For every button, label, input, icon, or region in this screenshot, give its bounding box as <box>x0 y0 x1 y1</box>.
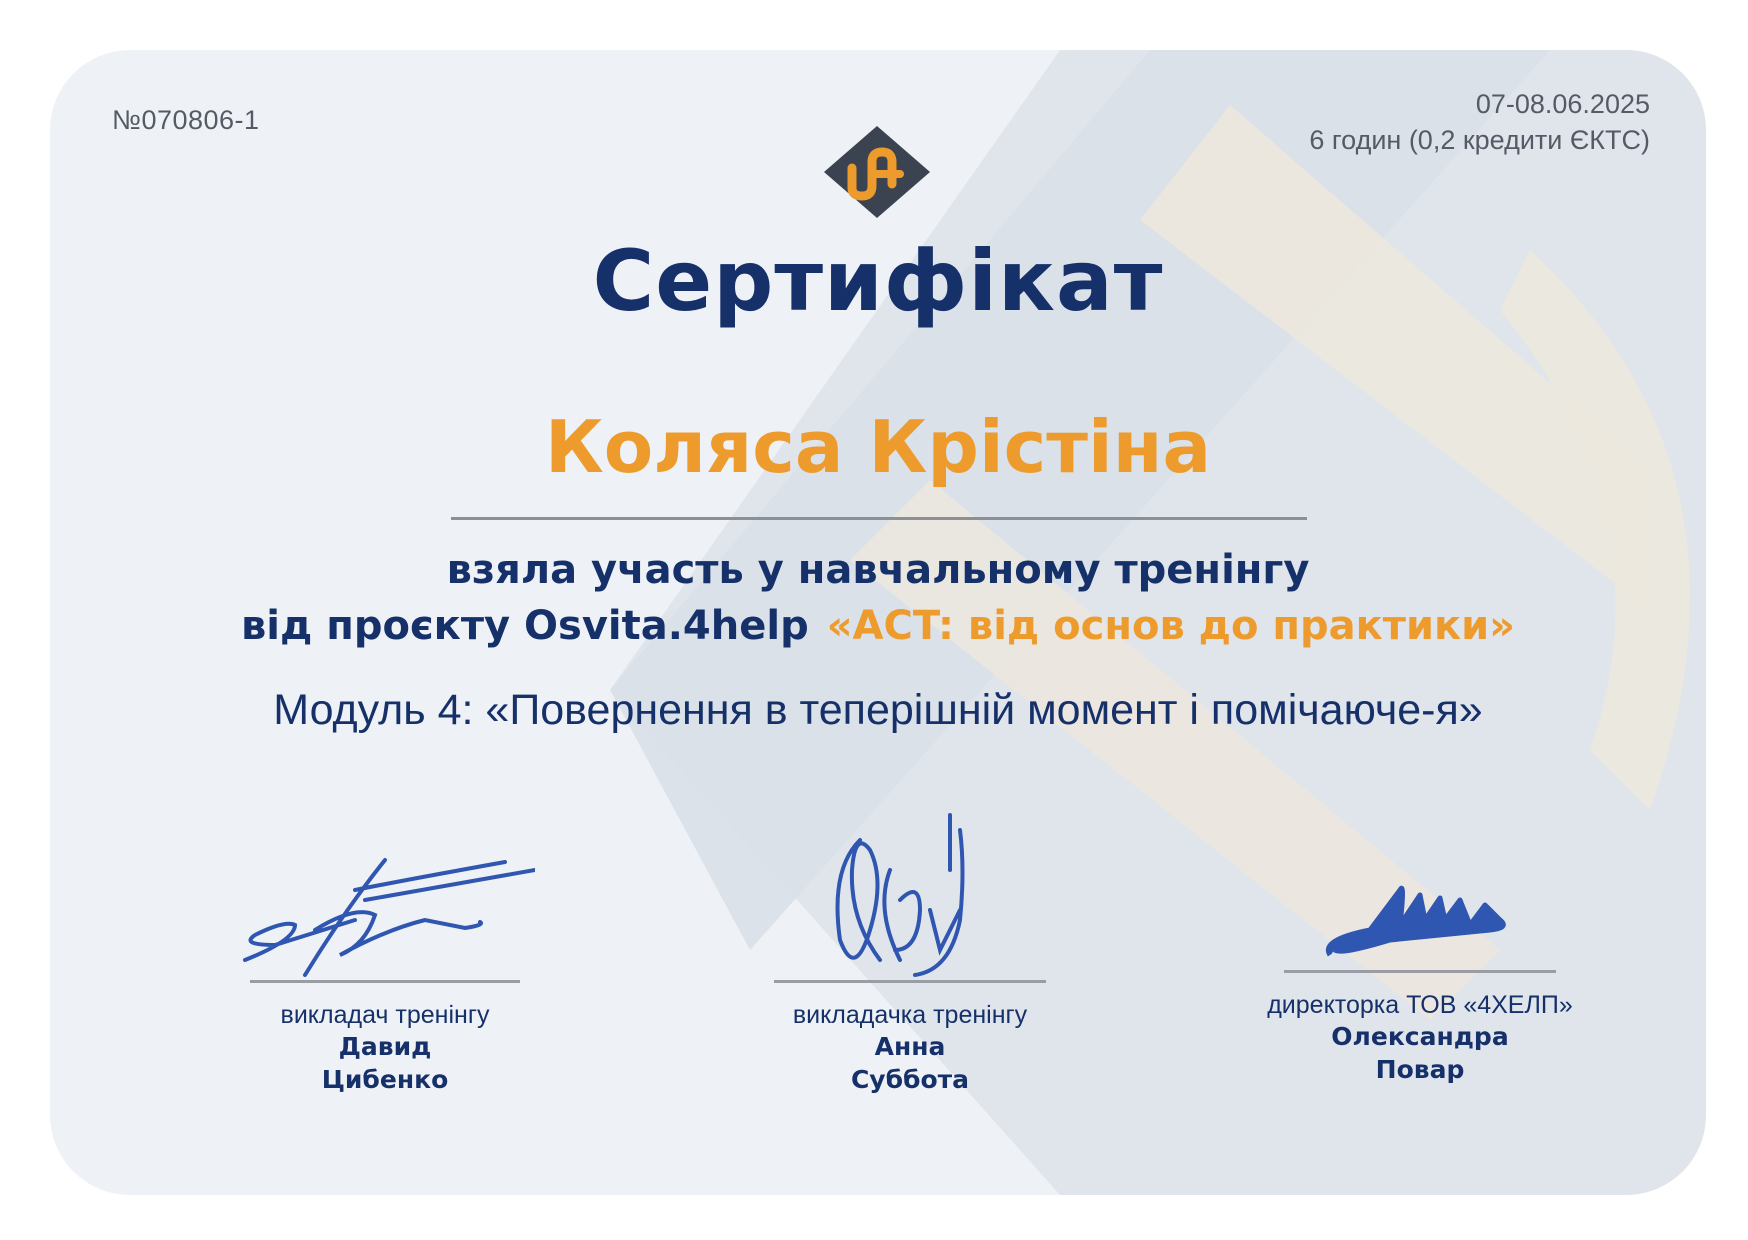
signature-image <box>235 850 535 980</box>
signer-teacher-1 <box>220 850 550 1096</box>
recipient-name: Коляса Крістіна <box>544 405 1212 489</box>
signer-last-name: Цибенко <box>321 1065 449 1094</box>
signer-last-name: Суббота <box>850 1065 970 1094</box>
signer-first-name: Анна <box>874 1032 946 1061</box>
name-underline <box>451 517 1307 520</box>
project-name: від проєкту Osvita.4help <box>240 603 809 649</box>
signer-role: викладачка тренінгу <box>792 1001 1028 1029</box>
training-name: «ACT: від основ до практики» <box>826 603 1516 649</box>
signer-teacher-2 <box>720 810 1100 1096</box>
signer-role: викладач тренінгу <box>280 1001 490 1029</box>
signer-first-name: Олександра <box>1331 1022 1509 1051</box>
participation-text <box>50 542 1706 654</box>
signer-director <box>1200 870 1640 1086</box>
date-block <box>1309 86 1650 158</box>
signer-role: директорка ТОВ «4ХЕЛП» <box>1267 991 1573 1019</box>
signer-last-name: Повар <box>1375 1055 1465 1084</box>
module-title: Модуль 4: «Повернення в теперішній момент і помічаюче-я» <box>273 686 1483 734</box>
training-date: 07-08.06.2025 <box>1475 89 1650 119</box>
signature-image <box>800 810 1020 980</box>
signature-line <box>774 980 1046 983</box>
4help-logo-icon <box>818 122 936 222</box>
training-hours: 6 годин (0,2 кредити ЄКТС) <box>1309 125 1650 155</box>
certificate-card <box>50 50 1706 1195</box>
signature-image <box>1310 870 1530 970</box>
certificate-title: Сертифікат <box>592 232 1164 330</box>
signer-first-name: Давид <box>338 1032 432 1061</box>
participation-line-2 <box>50 598 1706 654</box>
signature-line <box>250 980 520 983</box>
signature-line <box>1284 970 1556 973</box>
participation-line-1: взяла участь у навчальному тренінгу <box>446 547 1310 593</box>
certificate-number: №070806-1 <box>112 105 260 135</box>
